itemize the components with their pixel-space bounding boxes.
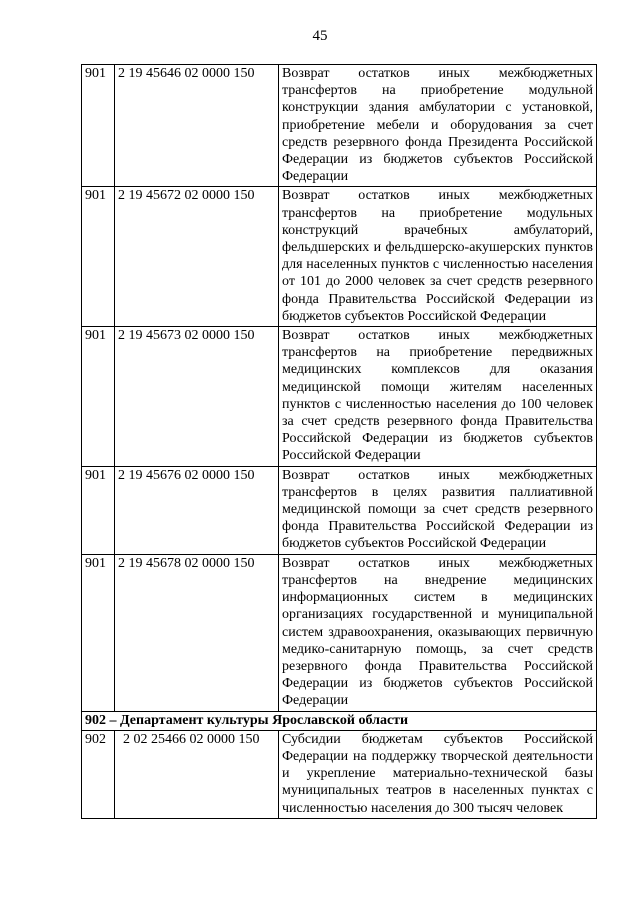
description-cell: Субсидии бюджетам субъектов Российской Федерации на поддержку творческой деятельности и укрепление материально-технической базы муниципальных театров в населенных пунктах с численностью населения до 300 тысяч человек [279, 730, 597, 818]
description-cell: Возврат остатков иных межбюджетных трансфертов в целях развития паллиативной медицинской помощи за счет средств резервного фонда Правительства Российской Федерации из бюджетов субъектов Российской Федерации [279, 466, 597, 554]
description-cell: Возврат остатков иных межбюджетных трансфертов на приобретение модульных конструкций врачебных амбулаторий, фельдшерских и фельдшерско-акушерских пунктов для населенных пунктов с численностью населения от 101 до 2000 человек за счет средств резервного фонда Правительства Российской Федерации из бюджетов субъектов Российской Федерации [279, 187, 597, 327]
table-row [82, 65, 597, 187]
budget-classification-table [81, 64, 597, 819]
budget-code-cell: 2 19 45678 02 0000 150 [115, 554, 279, 711]
budget-code-cell: 2 19 45676 02 0000 150 [115, 466, 279, 554]
description-cell: Возврат остатков иных межбюджетных трансфертов на внедрение медицинских информационных систем в медицинских организациях государственной и муниципальной систем здравоохранения, оказывающих первичную медико-санитарную помощь, за счет средств резервного фонда Правительства Российской Федерации из бюджетов субъектов Российской Федерации [279, 554, 597, 711]
page-number: 45 [312, 28, 328, 44]
admin-code-cell: 902 [82, 730, 115, 818]
description-cell: Возврат остатков иных межбюджетных трансфертов на приобретение модульной конструкции здания амбулатории с установкой, приобретение мебели и оборудования за счет средств резервного фонда Президента Российской Федерации из бюджетов субъектов Российской Федерации [279, 65, 597, 187]
budget-code-cell: 2 19 45672 02 0000 150 [115, 187, 279, 327]
budget-code-cell: 2 19 45646 02 0000 150 [115, 65, 279, 187]
table-row [82, 554, 597, 711]
table-row [82, 327, 597, 467]
description-cell: Возврат остатков иных межбюджетных трансфертов на приобретение передвижных медицинских комплексов для оказания медицинской помощи жителям населенных пунктов с численностью населения до 100 человек за счет средств резервного фонда Правительства Российской Федерации из бюджетов субъектов Российской Федерации [279, 327, 597, 467]
admin-code-cell: 901 [82, 466, 115, 554]
admin-code-cell: 901 [82, 327, 115, 467]
budget-code-cell: 2 19 45673 02 0000 150 [115, 327, 279, 467]
table-row [82, 466, 597, 554]
admin-code-cell: 901 [82, 187, 115, 327]
section-header-row [82, 711, 597, 730]
section-title: 902 – Департамент культуры Ярославской области [82, 711, 597, 730]
table-row [82, 730, 597, 818]
admin-code-cell: 901 [82, 65, 115, 187]
admin-code-cell: 901 [82, 554, 115, 711]
budget-code-cell: 2 02 25466 02 0000 150 [115, 730, 279, 818]
table-row [82, 187, 597, 327]
